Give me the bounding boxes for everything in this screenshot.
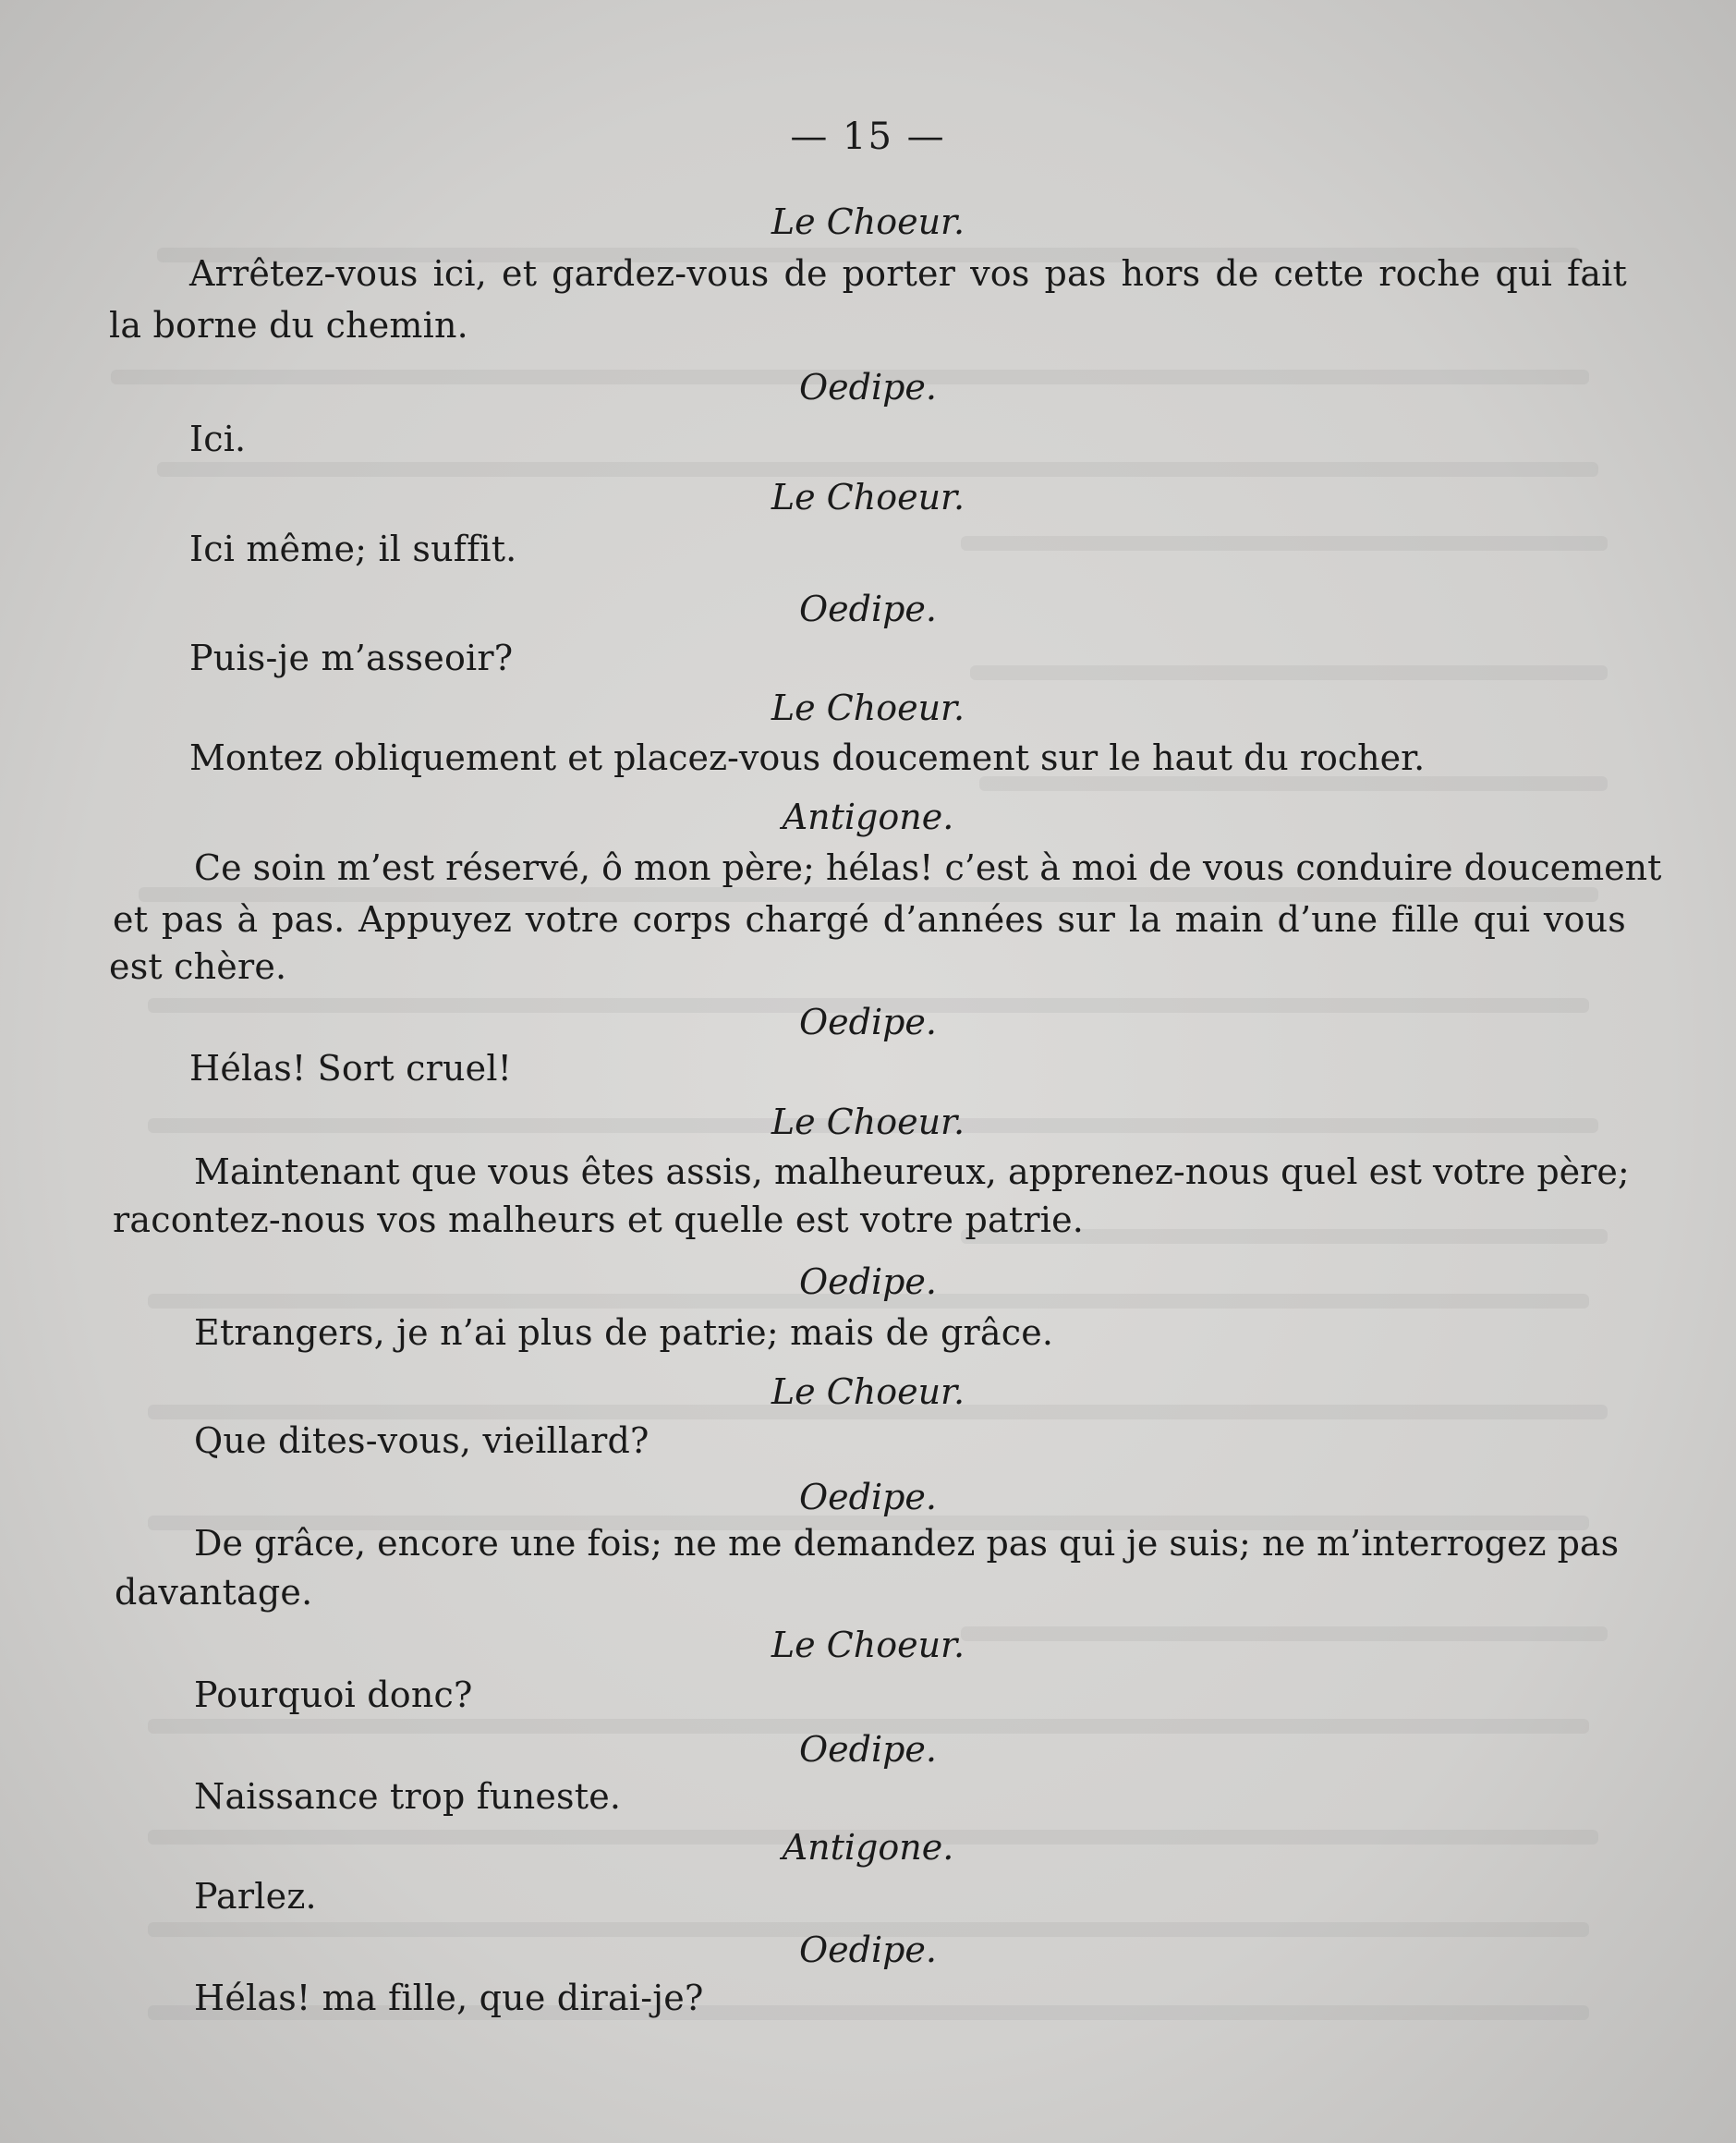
speaker-name: Le Choeur. [771,1102,965,1142]
speaker-name: Antigone. [782,797,954,837]
dialogue-line: Hélas! Sort cruel! [189,1048,513,1089]
dialogue-line: Puis-je m’asseoir? [189,638,514,678]
speaker-name: Oedipe. [798,1261,937,1302]
speaker-name: Oedipe. [798,1477,937,1517]
speaker-name: Oedipe. [798,589,937,629]
dialogue-line: Ici même; il suffit. [189,529,517,569]
dialogue-line: est chère. [109,946,287,987]
page-number: — 15 — [790,116,946,158]
dialogue-line: Hélas! ma fille, que dirai-je? [194,1978,704,2018]
dialogue-line: Arrêtez-vous ici, et gardez-vous de porter vos pas hors de cette roche qui fait [189,253,1627,294]
speaker-name: Oedipe. [798,367,937,408]
dialogue-line: De grâce, encore une fois; ne me demandez pas qui je suis; ne m’interrogez pas [194,1523,1620,1564]
dialogue-line: Parlez. [194,1876,317,1917]
dialogue-line: la borne du chemin. [109,305,468,346]
dialogue-line: Montez obliquement et placez-vous doucement sur le haut du rocher. [189,737,1426,778]
speaker-name: Le Choeur. [771,1371,965,1412]
speaker-name: Oedipe. [798,1930,937,1970]
dialogue-line: Etrangers, je n’ai plus de patrie; mais de grâce. [194,1312,1054,1353]
dialogue-line: et pas à pas. Appuyez votre corps chargé d’années sur la main d’une fille qui vous [113,899,1626,940]
dialogue-line: Naissance trop funeste. [194,1776,622,1817]
dialogue-line: racontez-nous vos malheurs et quelle est votre patrie. [113,1199,1085,1240]
dialogue-line: Maintenant que vous êtes assis, malheureux, apprenez-nous quel est votre père; [194,1151,1630,1192]
dialogue-line: Que dites-vous, vieillard? [194,1420,649,1461]
speaker-name: Le Choeur. [771,1625,965,1665]
speaker-name: Antigone. [782,1827,954,1868]
dialogue-line: Ici. [189,419,247,459]
speaker-name: Oedipe. [798,1729,937,1770]
dialogue-line: Pourquoi donc? [194,1674,473,1715]
speaker-name: Le Choeur. [771,201,965,242]
speaker-name: Oedipe. [798,1002,937,1042]
speaker-name: Le Choeur. [771,688,965,728]
dialogue-line: davantage. [115,1572,313,1613]
dialogue-line: Ce soin m’est réservé, ô mon père; hélas! c’est à moi de vous conduire doucement [194,847,1662,888]
speaker-name: Le Choeur. [771,477,965,517]
